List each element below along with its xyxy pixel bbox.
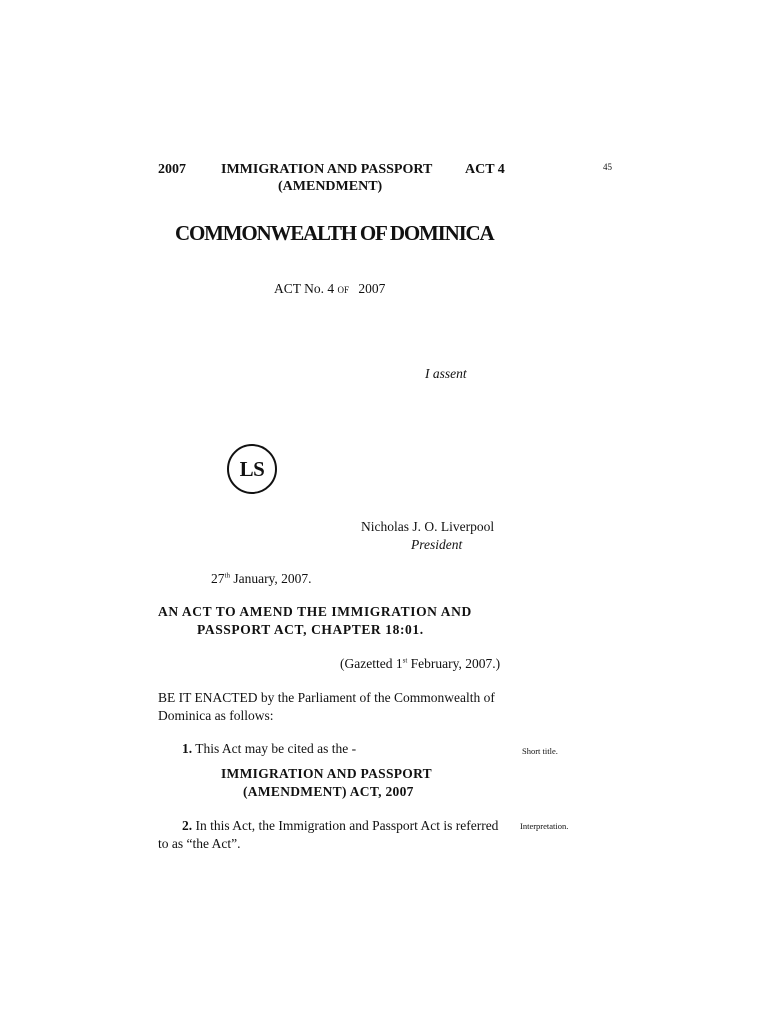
long-title-line1: AN ACT TO AMEND THE IMMIGRATION AND xyxy=(158,604,472,619)
header-year: 2007 xyxy=(158,162,186,177)
assent-date-day: 27 xyxy=(211,571,225,586)
act-number-year: 2007 xyxy=(358,281,386,296)
section-1-number: 1. xyxy=(182,741,193,756)
page-number: 45 xyxy=(603,162,612,172)
act-number xyxy=(274,281,385,297)
cited-title-line1: IMMIGRATION AND PASSPORT xyxy=(221,766,432,781)
section-2 xyxy=(182,817,498,835)
cited-title-line2: (AMENDMENT) ACT, 2007 xyxy=(243,784,414,799)
gazette-after: February, 2007.) xyxy=(407,656,501,671)
margin-note-interpretation: Interpretation. xyxy=(520,821,569,831)
header-act-label: ACT 4 xyxy=(465,162,505,177)
long-title-line2: PASSPORT ACT, CHAPTER 18:01. xyxy=(197,622,424,637)
country-title: COMMONWEALTH OF DOMINICA xyxy=(175,221,494,245)
signatory-name: Nicholas J. O. Liverpool xyxy=(361,519,495,534)
assent-text: I assent xyxy=(425,366,467,381)
enactment-line2: Dominica as follows: xyxy=(158,708,274,723)
gazette-suffix: st xyxy=(402,656,408,665)
header-title-line1: IMMIGRATION AND PASSPORT xyxy=(221,162,433,177)
signatory-role: President xyxy=(411,537,463,552)
act-number-of: OF xyxy=(337,285,350,295)
seal-label: LS xyxy=(239,456,265,481)
section-1 xyxy=(182,740,356,758)
section-2-text-line1: In this Act, the Immigration and Passport Act is referred xyxy=(195,818,499,833)
assent-date xyxy=(211,571,312,587)
enactment-line1: BE IT ENACTED by the Parliament of the Commonwealth of xyxy=(158,690,495,705)
assent-date-rest: January, 2007. xyxy=(229,571,312,586)
ls-seal xyxy=(227,444,277,494)
act-number-prefix: ACT No. 4 xyxy=(274,281,335,296)
assent-date-suffix: th xyxy=(224,571,230,580)
section-2-number: 2. xyxy=(182,818,193,833)
section-1-text: This Act may be cited as the - xyxy=(195,741,357,756)
gazette-note xyxy=(340,656,500,672)
section-2-text-line2: to as “the Act”. xyxy=(158,836,241,851)
gazette-before: (Gazetted 1 xyxy=(340,656,403,671)
header-title-line2: (AMENDMENT) xyxy=(278,179,383,194)
margin-note-short-title: Short title. xyxy=(522,746,558,756)
